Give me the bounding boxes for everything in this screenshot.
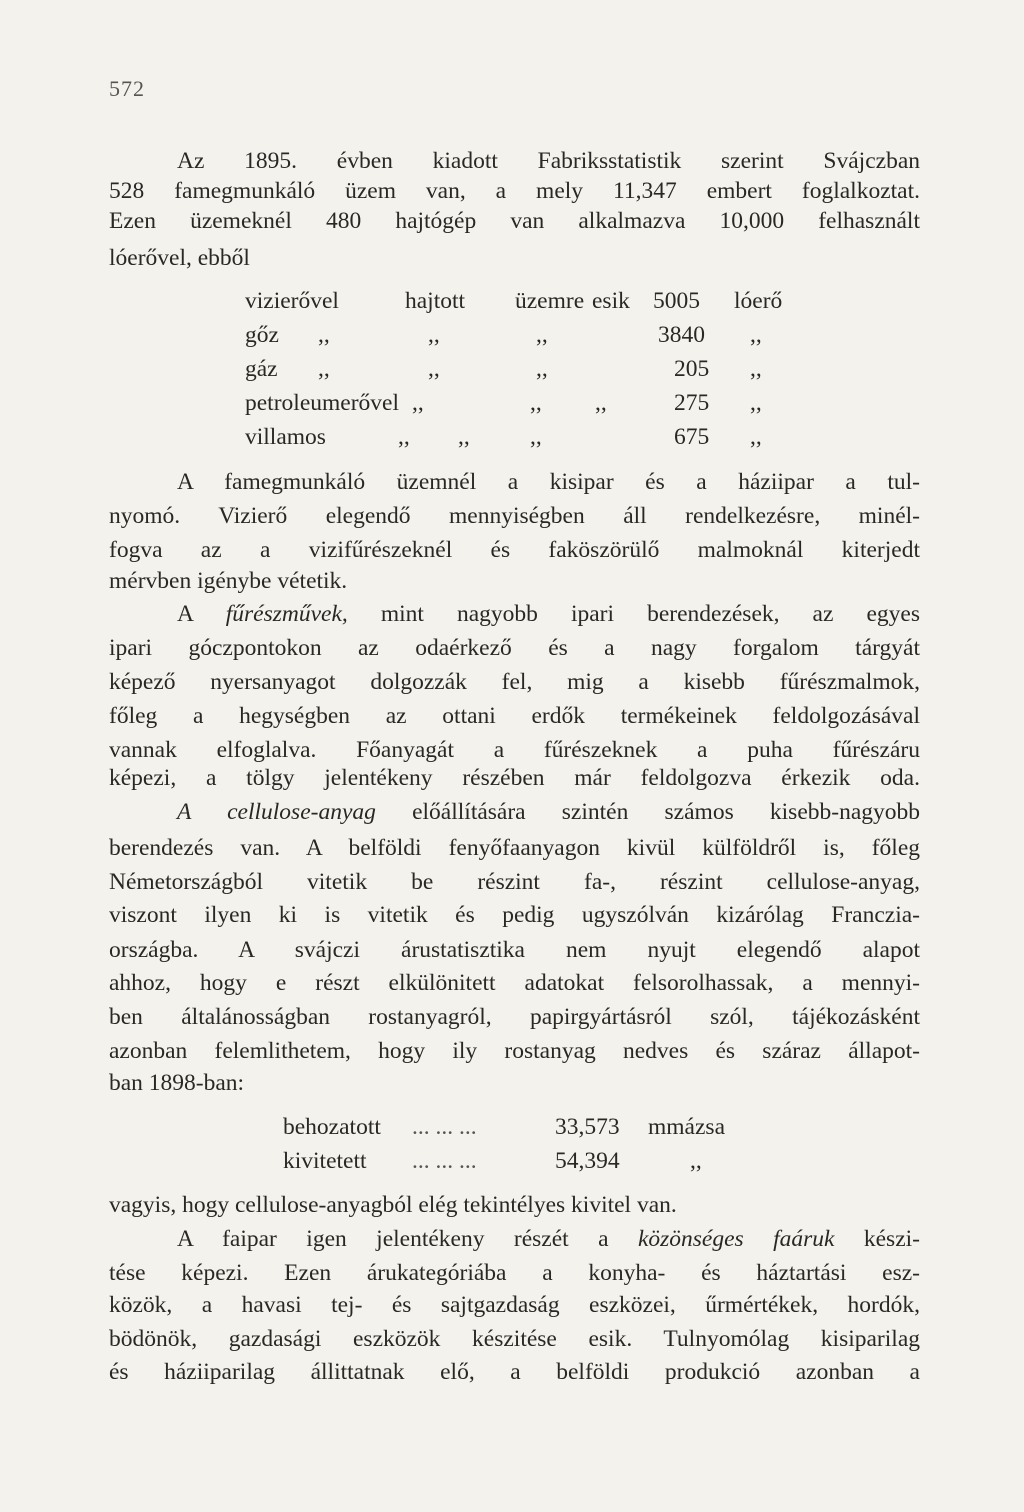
row-ditto: ,, [428, 322, 440, 348]
row-ditto: esik [592, 288, 630, 314]
row-value: 275 [674, 390, 710, 416]
paragraph-line: A faipar igen jelentékeny részét a közönséges faáruk készi- [177, 1226, 920, 1252]
emphasis: fűrészművek, [225, 601, 348, 627]
row-unit: ,, [750, 322, 762, 348]
paragraph-line: és háziiparilag állittatnak elő, a belföldi produkció azonban a [109, 1359, 920, 1385]
row-label: petroleumerővel [245, 390, 399, 416]
row-ditto: ,, [536, 322, 548, 348]
paragraph-line: fogva az a vizifűrészeknél és faköszörülő malmoknál kiterjedt [109, 537, 920, 563]
paragraph-line: A cellulose-anyag előállítására szintén számos kisebb-nagyobb [177, 799, 921, 825]
row-ditto: ,, [530, 390, 542, 416]
page-number: 572 [109, 76, 145, 101]
paragraph-line: főleg a hegységben az ottani erdők termékeinek feldolgozásával [109, 703, 920, 729]
row-unit: ,, [750, 390, 762, 416]
row-unit: ,, [750, 356, 762, 382]
row-value: 33,573 [555, 1114, 620, 1140]
row-ditto: ,, [412, 390, 424, 416]
row-ditto: ,, [458, 424, 470, 450]
leader-dots: ... ... ... [412, 1148, 477, 1174]
row-value: 675 [674, 424, 710, 450]
row-value: 205 [674, 356, 710, 382]
row-label: villamos [245, 424, 326, 450]
paragraph-line: vannak elfoglalva. Főanyagát a fűrészeknek a puha fűrészáru [109, 737, 920, 763]
paragraph-line: képezi, a tölgy jelentékeny részében már feldolgozva érkezik oda. [109, 765, 920, 791]
row-unit: ,, [690, 1148, 702, 1174]
emphasis: közönséges faáruk [637, 1226, 835, 1252]
row-value: 3840 [658, 322, 705, 348]
paragraph-line: berendezés van. A belföldi fenyőfaanyagon kivül külföldről is, főleg [109, 835, 920, 861]
row-unit: ,, [750, 424, 762, 450]
emphasis: A cellulose-anyag [177, 799, 376, 825]
row-label: gőz [245, 322, 279, 348]
row-ditto: ,, [530, 424, 542, 450]
paragraph-line: azonban felemlithetem, hogy ily rostanyag nedves és száraz állapot- [109, 1038, 920, 1064]
row-value: 5005 [653, 288, 700, 314]
row-ditto: ,, [428, 356, 440, 382]
row-label: behozatott [283, 1114, 381, 1140]
paragraph-line: tése képezi. Ezen árukategóriába a konyha- és háztartási esz- [109, 1260, 920, 1286]
paragraph-line: ahhoz, hogy e részt elkülönitett adatokat felsorolhassak, a mennyi- [109, 970, 920, 996]
paragraph-line: ipari góczpontokon az odaérkező és a nagy forgalom tárgyát [109, 635, 920, 661]
row-label: gáz [245, 356, 278, 382]
row-ditto: ,, [318, 356, 330, 382]
paragraph-line: ben általánosságban rostanyagról, papirgyártásról szól, tájékozásként [109, 1004, 920, 1030]
paragraph-line: közök, a havasi tej- és sajtgazdaság eszközei, űrmértékek, hordók, [109, 1292, 920, 1318]
row-ditto: ,, [318, 322, 330, 348]
row-label: vizierővel [245, 288, 339, 314]
row-value: 54,394 [555, 1148, 620, 1174]
paragraph-line: ban 1898-ban: [109, 1070, 245, 1096]
paragraph-line: vagyis, hogy cellulose-anyagból elég tekintélyes kivitel van. [109, 1192, 677, 1218]
paragraph-line: képező nyersanyagot dolgozzák fel, mig a kisebb fűrészmalmok, [109, 669, 920, 695]
row-ditto: ,, [398, 424, 410, 450]
paragraph-line: A famegmunkáló üzemnél a kisipar és a háziipar a tul- [177, 469, 920, 495]
leader-dots: ... ... ... [412, 1114, 477, 1140]
paragraph-line: bödönök, gazdasági eszközök készitése esik. Tulnyomólag kisiparilag [109, 1326, 920, 1352]
row-label: kivitetett [283, 1148, 367, 1174]
paragraph-line: nyomó. Vizierő elegendő mennyiségben áll rendelkezésre, minél- [109, 503, 920, 529]
paragraph-line: A fűrészművek, mint nagyobb ipari berendezések, az egyes [177, 601, 920, 627]
paragraph-line: Az 1895. évben kiadott Fabriksstatistik szerint Svájczban [177, 148, 920, 174]
paragraph-line: Németországból vitetik be részint fa-, részint cellulose-anyag, [109, 869, 920, 895]
row-ditto: ,, [595, 390, 607, 416]
paragraph-line: Ezen üzemeknél 480 hajtógép van alkalmazva 10,000 felhasznált [109, 208, 920, 234]
row-unit: lóerő [734, 288, 783, 314]
row-ditto: üzemre [515, 288, 585, 314]
row-unit: mmázsa [648, 1114, 725, 1140]
paragraph-line: mérvben igénybe vétetik. [109, 568, 348, 594]
paragraph-line: 528 famegmunkáló üzem van, a mely 11,347 embert foglalkoztat. [109, 178, 920, 204]
paragraph-line: országba. A svájczi árustatisztika nem nyujt elegendő alapot [109, 937, 920, 963]
row-ditto: ,, [536, 356, 548, 382]
paragraph-line: lóerővel, ebből [109, 245, 250, 271]
paragraph-line: viszont ilyen ki is vitetik és pedig ugyszólván kizárólag Franczia- [109, 902, 920, 928]
row-ditto: hajtott [405, 288, 466, 314]
